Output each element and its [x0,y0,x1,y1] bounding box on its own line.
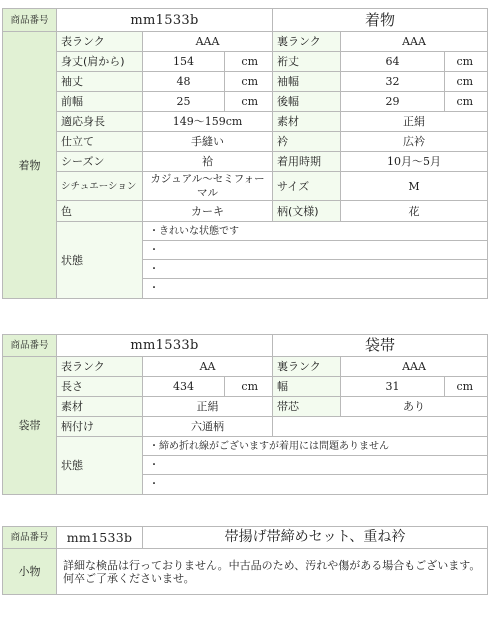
spec-label: 適応身長 [57,112,143,132]
spec-label: 柄(文様) [273,201,341,222]
section-label: 小物 [3,549,57,595]
spec-row [3,52,488,72]
spec-value: AA [143,357,273,377]
spec-value: カジュアル～セミフォーマル [143,172,273,201]
spec-value: 149～159cm [143,112,273,132]
spec-label: 後幅 [273,92,341,112]
spec-label: 仕立て [57,132,143,152]
spec-value: 手縫い [143,132,273,152]
spec-value: 10月～5月 [341,152,488,172]
spec-value: 154 [143,52,225,72]
spec-row [3,417,488,437]
spec-value: AAA [341,32,488,52]
spec-value: 六通柄 [143,417,273,437]
spec-unit: cm [225,72,273,92]
condition-label: 状態 [57,437,143,495]
spec-value: 64 [341,52,445,72]
spec-row [3,172,488,201]
spec-row [3,32,488,52]
product-number: mm1533b [57,9,273,32]
condition-label: 状態 [57,222,143,299]
spec-label: シチュエーション [57,172,143,201]
spec-label: 表ランク [57,357,143,377]
spec-label: サイズ [273,172,341,201]
note-text: 詳細な検品は行っておりません。中古品のため、汚れや傷がある場合もございます。何卒ご了承くださいませ。 [57,549,488,595]
spec-row [3,377,488,397]
spec-label: 衿 [273,132,341,152]
spec-label: 長さ [57,377,143,397]
kimono-header-row [3,9,488,32]
spec-row [3,397,488,417]
komono-header-row [3,527,488,549]
spec-value: あり [341,397,488,417]
spec-label: 袖丈 [57,72,143,92]
spec-label: 前幅 [57,92,143,112]
spec-label: 素材 [273,112,341,132]
product-number: mm1533b [57,527,143,549]
spec-label: 帯芯 [273,397,341,417]
spec-value: M [341,172,488,201]
spec-label: 裏ランク [273,32,341,52]
spec-value: 正絹 [143,397,273,417]
spec-label: 幅 [273,377,341,397]
condition-line: ・ [143,279,488,299]
spec-label: 色 [57,201,143,222]
condition-row [3,437,488,456]
spec-unit: cm [225,92,273,112]
product-number-label: 商品番号 [3,9,57,32]
spec-label: シーズン [57,152,143,172]
spec-value: 花 [341,201,488,222]
spec-value: 434 [143,377,225,397]
spec-row [3,357,488,377]
spec-row [3,112,488,132]
spec-unit: cm [445,92,488,112]
condition-line: ・ [143,260,488,279]
obi-table [2,334,488,495]
spec-unit: cm [225,52,273,72]
spec-label: 着用時期 [273,152,341,172]
spec-unit: cm [445,52,488,72]
spec-unit: cm [445,377,488,397]
category-title: 着物 [273,9,488,32]
spec-value: AAA [341,357,488,377]
spec-label: 柄付け [57,417,143,437]
spec-label: 裏ランク [273,357,341,377]
section-label: 着物 [3,32,57,299]
spec-value: 袷 [143,152,273,172]
spec-row [3,201,488,222]
condition-line: ・ [143,241,488,260]
spec-unit: cm [225,377,273,397]
section-label: 袋帯 [3,357,57,495]
product-number: mm1533b [57,335,273,357]
spec-label: 袖幅 [273,72,341,92]
komono-row [3,549,488,595]
condition-line: ・締め折れ線がございますが着用には問題ありません [143,437,488,456]
spec-value: 広衿 [341,132,488,152]
spec-value: 32 [341,72,445,92]
spec-row [3,132,488,152]
spec-row [3,72,488,92]
condition-line: ・きれいな状態です [143,222,488,241]
condition-line: ・ [143,456,488,475]
category-title: 帯揚げ帯締めセット、重ね衿 [143,527,488,549]
empty-cell [273,417,488,437]
spec-value: カーキ [143,201,273,222]
komono-table [2,526,488,595]
category-title: 袋帯 [273,335,488,357]
spec-value: 48 [143,72,225,92]
spec-label: 身丈(肩から) [57,52,143,72]
product-number-label: 商品番号 [3,527,57,549]
obi-header-row [3,335,488,357]
spec-unit: cm [445,72,488,92]
spec-value: 31 [341,377,445,397]
condition-row [3,222,488,241]
spec-label: 表ランク [57,32,143,52]
kimono-table [2,8,488,299]
spec-value: 29 [341,92,445,112]
spec-row [3,92,488,112]
spec-value: AAA [143,32,273,52]
spec-label: 裄丈 [273,52,341,72]
condition-line: ・ [143,475,488,495]
spec-value: 25 [143,92,225,112]
spec-label: 素材 [57,397,143,417]
spec-value: 正絹 [341,112,488,132]
product-number-label: 商品番号 [3,335,57,357]
spec-row [3,152,488,172]
